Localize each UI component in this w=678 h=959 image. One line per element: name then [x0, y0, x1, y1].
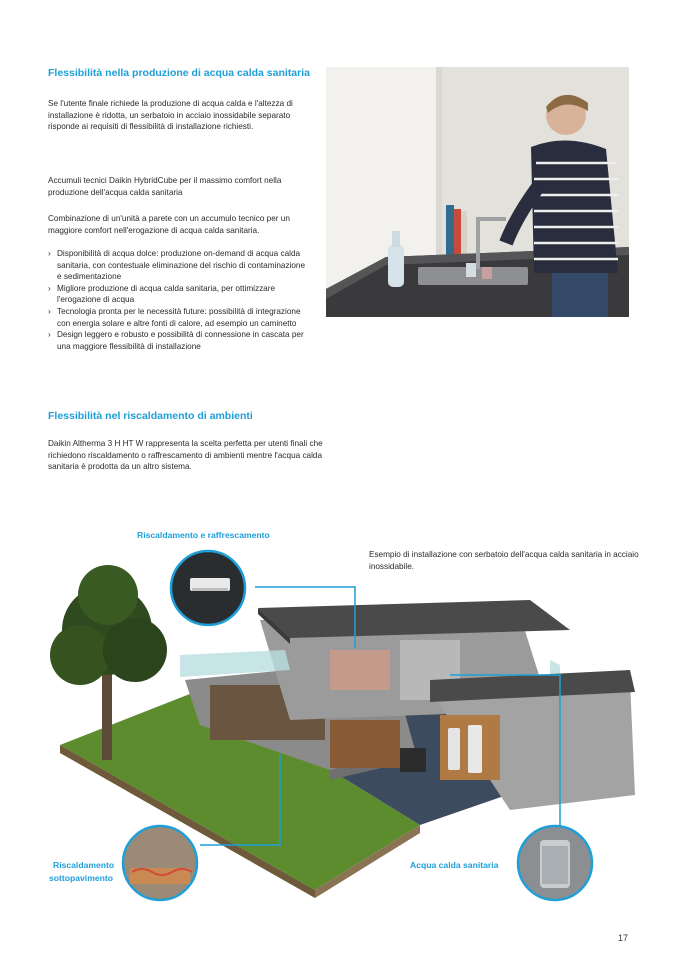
paragraph-combination: Combinazione di un'unità a parete con un accumulo tecnico per un maggiore comfort nell'erogazione di acqua calda sanitaria.: [48, 214, 290, 235]
bullet-chevron-icon: ›: [48, 306, 51, 316]
label-dhw: Acqua calda sanitaria: [410, 860, 499, 870]
section-title-heating: Flessibilità nel riscaldamento di ambienti: [48, 410, 253, 422]
label-heating-cooling: Riscaldamento e raffrescamento: [137, 530, 270, 540]
house-installation-diagram: [30, 520, 670, 925]
paragraph-hybridcube: Accumuli tecnici Daikin HybridCube per il massimo comfort nella produzione dell'acqua calda sanitaria: [48, 176, 282, 197]
feature-list: [48, 248, 310, 352]
bullet-chevron-icon: ›: [48, 330, 51, 340]
label-underfloor-line1: Riscaldamento: [53, 860, 115, 870]
callout-wall-unit: [171, 551, 245, 625]
callout-underfloor: [123, 826, 197, 900]
bullet-chevron-icon: ›: [48, 249, 51, 258]
kitchen-photo: [326, 67, 629, 317]
list-item: › Tecnologia pronta per le necessità future: possibilità di integrazione con energia solare e altre fonti di calore, ad esempio un caminetto: [48, 306, 301, 328]
callout-dhw-tank: [518, 826, 592, 900]
paragraph-dhw-intro: Se l'utente finale richiede la produzione di acqua calda e l'altezza di installazione è ridotta, un serbatoio in acciaio inossidabile separato risponde ai requisiti di flessibilità di installazione richiesti.: [48, 99, 293, 132]
list-item: › Migliore produzione di acqua calda sanitaria, per ottimizzare l'erogazione di acqua: [48, 283, 275, 305]
page-number: 17: [617, 933, 628, 943]
bullet-chevron-icon: ›: [48, 283, 51, 293]
diagram-caption: Esempio di installazione con serbatoio dell'acqua calda sanitaria in acciaio inossidabile.: [369, 550, 639, 571]
section-title-dhw: Flessibilità nella produzione di acqua calda sanitaria: [48, 67, 310, 79]
paragraph-heating: Daikin Altherma 3 H HT W rappresenta la scelta perfetta per utenti finali che richiedono riscaldamento o raffrescamento di ambienti mentre l'acqua calda sanitaria è prodotta da un altro sistema.: [48, 439, 323, 472]
label-underfloor-line2: sottopavimento: [49, 873, 113, 883]
list-item: › Disponibilità di acqua dolce: produzione on-demand di acqua calda sanitaria, con contestuale eliminazione del rischio di contaminazione e sedimentazione: [48, 249, 306, 282]
list-item: › Design leggero e robusto e possibilità di connessione in cascata per una maggiore flessibilità di installazione: [48, 330, 304, 351]
